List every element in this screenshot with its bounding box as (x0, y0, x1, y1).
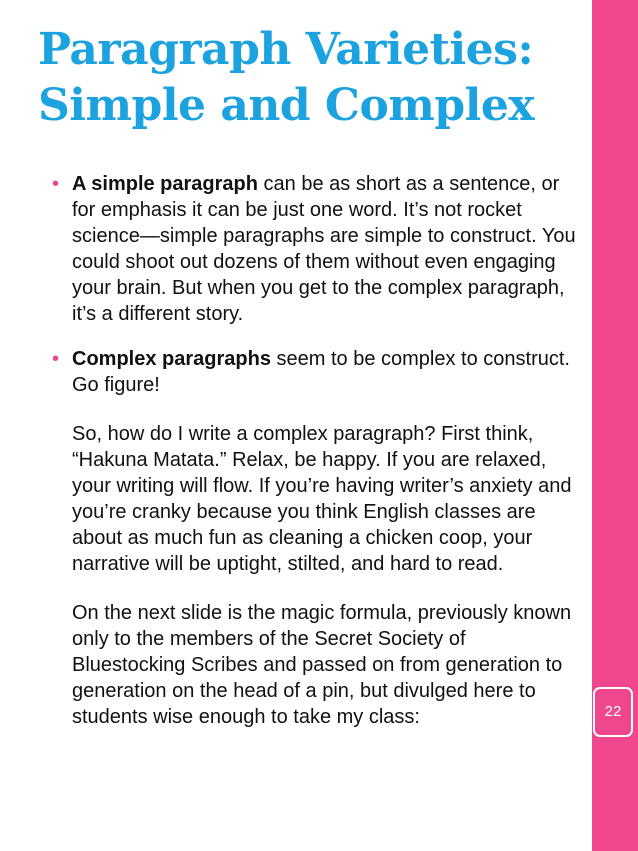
bullet-icon: • (52, 173, 60, 195)
slide-title-line-2: Simple and Complex (38, 80, 535, 131)
bullet-text: seem to be complex to construct. Go figure! (72, 348, 570, 396)
bullet-text: can be as short as a sentence, or for emphasis it can be just one word. It’s not rocket science—simple paragraphs are simple to construct. You could shoot out dozens of them without even engaging your brain. But when you get to the complex paragraph, it’s a different story. (72, 173, 576, 325)
bullet-item-complex (52, 346, 582, 730)
bullet-term: Complex paragraphs (72, 348, 271, 370)
slide-title (38, 22, 583, 134)
bullet-term: A simple paragraph (72, 173, 258, 195)
bullet-item-simple (52, 171, 582, 327)
slide-body (52, 171, 582, 730)
page-number: 22 (604, 703, 622, 720)
body-paragraph: On the next slide is the magic formula, previously known only to the members of the Secret Society of Bluestocking Scribes and passed on from generation to generation on the head of a pin, but divulged here to students wise enough to take my class: (72, 602, 572, 728)
slide-title-line-1: Paragraph Varieties: (38, 24, 534, 75)
page-number-badge (593, 687, 633, 737)
bullet-icon: • (52, 348, 60, 370)
body-paragraph: So, how do I write a complex paragraph? First think, “Hakuna Matata.” Relax, be happy. If you are relaxed, your writing will flow. If you’re having writer’s anxiety and you’re cranky because you think English classes are about as much fun as cleaning a chicken coop, your narrative will be uptight, stilted, and hard to read. (72, 423, 572, 575)
